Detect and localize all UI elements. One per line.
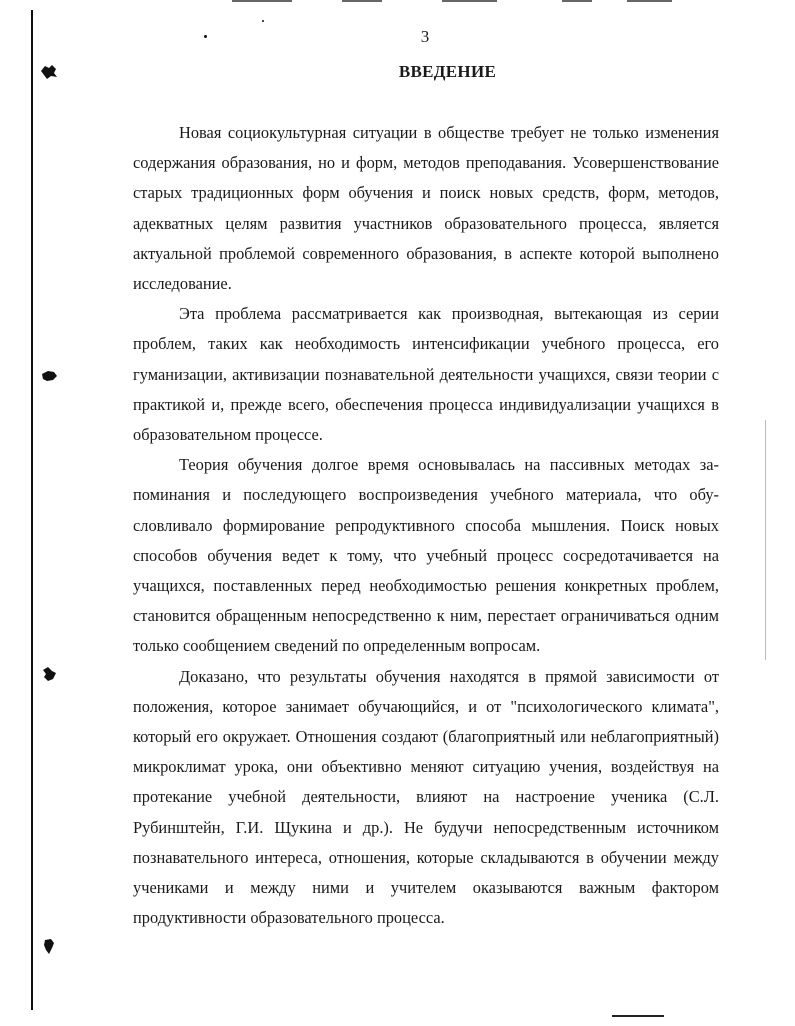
section-title: ВВЕДЕНИЕ — [398, 62, 497, 81]
page-number: 3 — [420, 27, 430, 46]
binding-edge-line — [31, 10, 33, 1010]
paragraph: Новая социокультурная ситуации в обществе требует не только изменения содержания образования, но и форм, методов преподавания. Усовершенствование старых традиционных форм обучения и поиск новых средств, форм, методов, адекватных целям развития участников образовательного процесса, является актуальной проблемой современного образования, в аспекте которой выполнено исследование. — [133, 123, 719, 294]
paragraph: Эта проблема рассматривается как производная, вытекающая из серии проблем, таких как необходимость интенсификации учебного процесса, его гуманизации, активизации познавательной деятельности учащихся, связи теории с практикой и, прежде всего, обеспечения процесса индивидуализации учащихся в образовательном процессе. — [133, 304, 719, 445]
bottom-edge-mark — [612, 1015, 664, 1017]
paragraph: Теория обучения долгое время основывалась на пассивных методах запоминания и последующего воспроизведения учебного материала, что обусловливало формирование репродуктивного способа мышления. Поиск новых способов обучения ведет к тому, что учебный процесс сосредотачивается на учащихся, поставленных перед необходимостью решения конкретных проблем, становится обращенным непосредственно к ним, перестает ограничиваться одним только сообщением сведений по определенным вопросам. — [133, 455, 719, 656]
punch-hole-mark — [38, 936, 60, 956]
body-text — [133, 118, 719, 933]
punch-hole-mark — [38, 664, 60, 684]
top-edge-marks — [232, 0, 692, 4]
scan-speck — [262, 20, 264, 22]
punch-hole-mark — [38, 366, 60, 386]
margin-shadow-line — [765, 420, 766, 660]
paragraph: Доказано, что результаты обучения находятся в прямой зависимости от положения, которое занимает обучающийся, и от "психологического климата", который его окружает. Отношения создают (благоприятный или неблагоприятный) микроклимат урока, они объективно меняют ситуацию учения, воздействуя на протекание учебной деятельности, влияют на настроение ученика (С.Л. Рубинштейн, Г.И. Щукина и др.). Не будучи непосредственным источником познавательного интереса, отношения, которые складываются в обучении между учениками и между ними и учителем оказываются важным фактором продуктивности образовательного процесса. — [133, 666, 719, 928]
